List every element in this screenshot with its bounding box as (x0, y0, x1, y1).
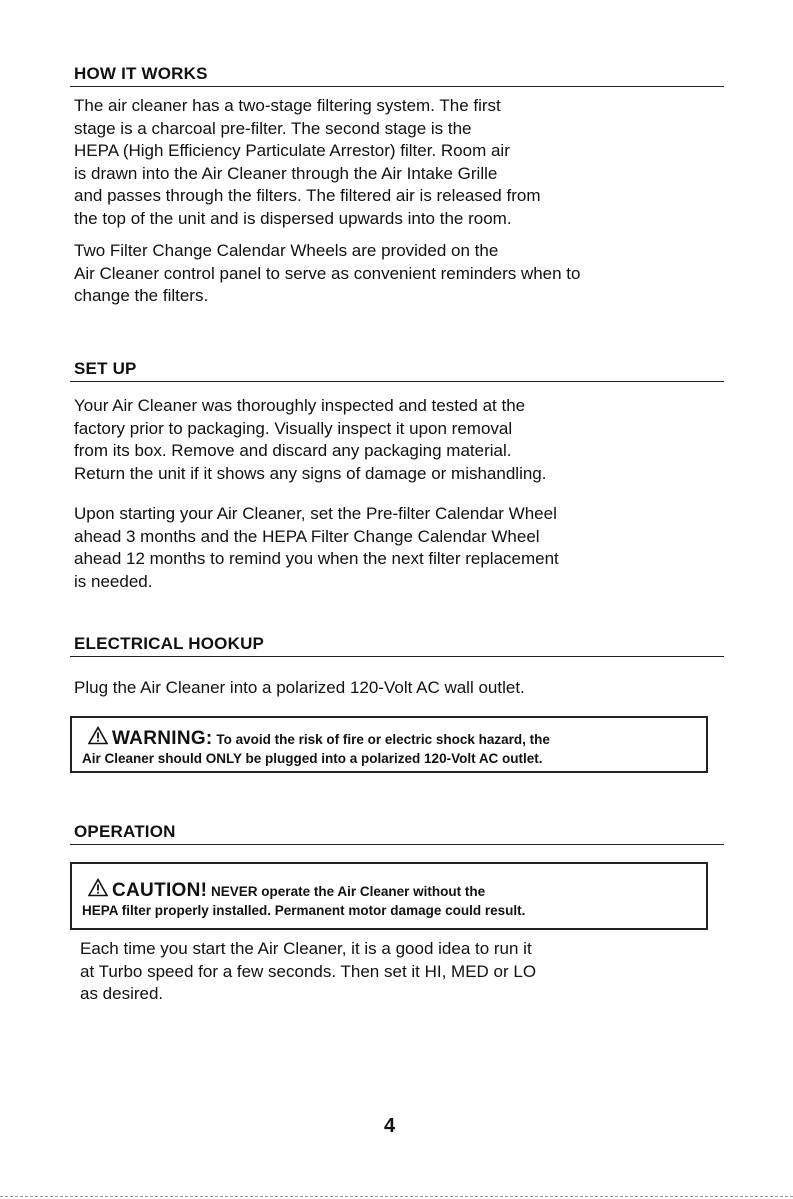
section-rule (70, 844, 724, 845)
warning-label: WARNING: (112, 728, 213, 749)
section-rule (70, 656, 724, 657)
section-rule (70, 86, 724, 87)
section-title-set-up: SET UP (74, 359, 137, 378)
warning-line-1 (82, 726, 696, 749)
page-number: 4 (384, 1115, 396, 1137)
how-it-works-paragraph-2: Two Filter Change Calendar Wheels are provided on the Air Cleaner control panel to serve as convenient reminders when to change the filters. (74, 241, 581, 305)
caution-text-2: HEPA filter properly installed. Permanent motor damage could result. (82, 903, 526, 918)
caution-triangle-icon (88, 878, 108, 897)
warning-text-1: To avoid the risk of fire or electric shock hazard, the (216, 732, 550, 747)
warning-box (70, 716, 708, 773)
set-up-paragraph-1: Your Air Cleaner was thoroughly inspected and tested at the factory prior to packaging. Visually inspect it upon removal from its box. Remove and discard any packaging material. Return the unit if it shows any signs of damage or mishandling. (74, 396, 547, 483)
caution-line-1 (82, 878, 696, 901)
caution-label: CAUTION! (112, 880, 208, 901)
page-bottom-edge (0, 1196, 793, 1197)
electrical-hookup-paragraph: Plug the Air Cleaner into a polarized 120-Volt AC wall outlet. (74, 678, 525, 697)
set-up-paragraph-2: Upon starting your Air Cleaner, set the Pre-filter Calendar Wheel ahead 3 months and the HEPA Filter Change Calendar Wheel ahead 12 months to remind you when the next filter replacement is needed. (74, 504, 559, 591)
section-title-operation: OPERATION (74, 822, 176, 841)
section-rule (70, 381, 724, 382)
caution-text-1: NEVER operate the Air Cleaner without the (211, 884, 486, 899)
section-title-electrical-hookup: ELECTRICAL HOOKUP (74, 634, 265, 653)
warning-triangle-icon (88, 726, 108, 745)
section-title-how-it-works: HOW IT WORKS (74, 64, 208, 83)
caution-box (70, 862, 708, 930)
operation-paragraph: Each time you start the Air Cleaner, it is a good idea to run it at Turbo speed for a few seconds. Then set it HI, MED or LO as desired. (80, 939, 537, 1003)
warning-text-2: Air Cleaner should ONLY be plugged into a polarized 120-Volt AC outlet. (82, 751, 543, 766)
how-it-works-paragraph-1: The air cleaner has a two-stage filtering system. The first stage is a charcoal pre-filter. The second stage is the HEPA (High Efficiency Particulate Arrestor) filter. Room air is drawn into the Air Cleaner through the Air Intake Grille and passes through the filters. The filtered air is released from the top of the unit and is dispersed upwards into the room. (74, 96, 541, 228)
